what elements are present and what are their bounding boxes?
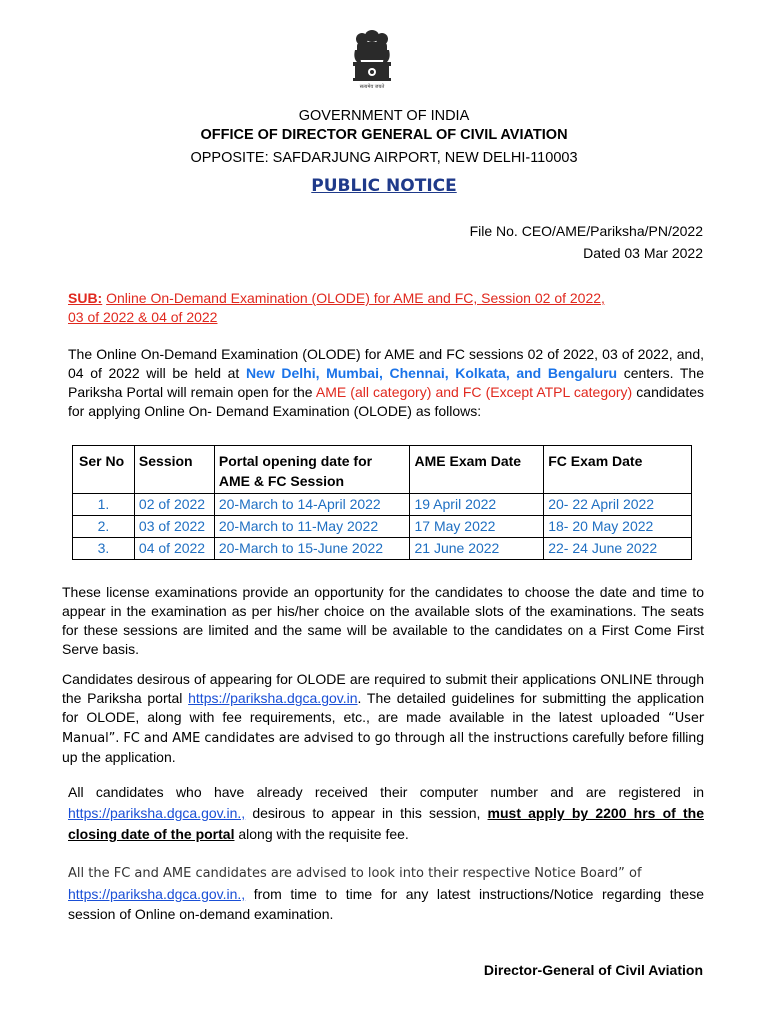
table-cell: 2.	[73, 516, 135, 538]
signature: Director-General of Civil Aviation	[483, 962, 703, 978]
column-header: Ser No	[73, 446, 135, 494]
table-row	[73, 494, 692, 516]
table-cell: 1.	[73, 494, 135, 516]
paragraph-intro: The Online On-Demand Examination (OLODE) for AME and FC sessions 02 of 2022, 03 of 2022, and, 04 of 2022 will be held at New Delhi, Mumbai, Chennai, Kolkata, and Bengaluru centers. The Pariksha Portal will remain open for the AME (all category) and FC (Except ATPL category) candidates for applying Online On- Demand Examination (OLODE) as follows:	[68, 346, 705, 419]
paragraph-slots: These license examinations provide an opportunity for the candidates to choose the date and time to appear in the examination as per his/her choice on the available slots of the examinations. The seats for these sessions are limited and the same will be available to the candidates on a First Come First Serve basis.	[62, 584, 704, 657]
schedule-table	[72, 445, 692, 560]
table-cell: 22- 24 June 2022	[544, 538, 692, 560]
subject	[68, 289, 708, 327]
subject-text-line1: Online On-Demand Examination (OLODE) for AME and FC, Session 02 of 2022,	[106, 290, 605, 306]
pariksha-portal-link[interactable]: https://pariksha.dgca.gov.in.,	[68, 886, 246, 902]
deadline-emphasis: must apply by 2200 hrs of the closing date of the portal	[68, 805, 704, 842]
table-cell: 20-March to 15-June 2022	[214, 538, 410, 560]
table-cell: 21 June 2022	[410, 538, 544, 560]
header-government: GOVERNMENT OF INDIA	[298, 108, 470, 124]
user-manual-text: uploaded “User Manual”. FC and AME candidates are advised to go through all the instructions	[62, 711, 705, 746]
header-office: OFFICE OF DIRECTOR GENERAL OF CIVIL AVIATION	[200, 127, 568, 143]
table-cell: 20- 22 April 2022	[544, 494, 692, 516]
table-cell: 17 May 2022	[410, 516, 544, 538]
column-header: Session	[134, 446, 214, 494]
notice-title: PUBLIC NOTICE	[311, 176, 457, 196]
table-header-row	[73, 446, 692, 494]
table-cell: 18- 20 May 2022	[544, 516, 692, 538]
file-number: File No. CEO/AME/Pariksha/PN/2022	[469, 223, 703, 239]
table-row	[73, 516, 692, 538]
subject-label: SUB:	[68, 290, 103, 306]
emblem-motto: सत्यमेव जयते	[359, 84, 385, 90]
table-cell: 19 April 2022	[410, 494, 544, 516]
eligible-categories: AME (all category) and FC (Except ATPL category)	[315, 384, 633, 400]
column-header: Portal opening date for AME & FC Session	[214, 446, 410, 494]
paragraph-notice-board: All the FC and AME candidates are advised to look into their respective Notice Board” of https://pariksha.dgca.gov.in., from time to time for any latest instructions/Notice regarding these session of Online on-demand examination.	[68, 866, 704, 922]
dated: Dated 03 Mar 2022	[583, 245, 703, 261]
subject-text-line2: 03 of 2022 & 04 of 2022	[68, 309, 218, 325]
notice-board-text: All the FC and AME candidates are advised to look into their respective Notice Board” of	[68, 866, 642, 881]
pariksha-portal-link[interactable]: https://pariksha.dgca.gov.in	[188, 690, 358, 706]
paragraph-deadline: All candidates who have already received their computer number and are registered in https://pariksha.dgca.gov.in., desirous to appear in this session, must apply by 2200 hrs of the closing date of the portal along with the requisite fee.	[68, 784, 704, 842]
paragraph-application: Candidates desirous of appearing for OLODE are required to submit their applications ONLINE through the Pariksha portal https://pariksha.dgca.gov.in. The detailed guidelines for submitting the application for OLODE, along with fee requirements, etc., are made available in the latest uploaded “User Manual”. FC and AME candidates are advised to go through all the instructions carefully before filling up the application.	[62, 671, 705, 765]
table-row	[73, 538, 692, 560]
column-header: FC Exam Date	[544, 446, 692, 494]
table-cell: 03 of 2022	[134, 516, 214, 538]
table-cell: 04 of 2022	[134, 538, 214, 560]
national-emblem-icon	[343, 28, 401, 90]
table-cell: 3.	[73, 538, 135, 560]
table-cell: 02 of 2022	[134, 494, 214, 516]
column-header: AME Exam Date	[410, 446, 544, 494]
exam-cities: New Delhi, Mumbai, Chennai, Kolkata, and Bengaluru	[245, 365, 618, 381]
table-cell: 20-March to 14-April 2022	[214, 494, 410, 516]
pariksha-portal-link[interactable]: https://pariksha.dgca.gov.in.,	[68, 805, 246, 821]
header-address: OPPOSITE: SAFDARJUNG AIRPORT, NEW DELHI-110003	[190, 150, 578, 166]
table-cell: 20-March to 11-May 2022	[214, 516, 410, 538]
